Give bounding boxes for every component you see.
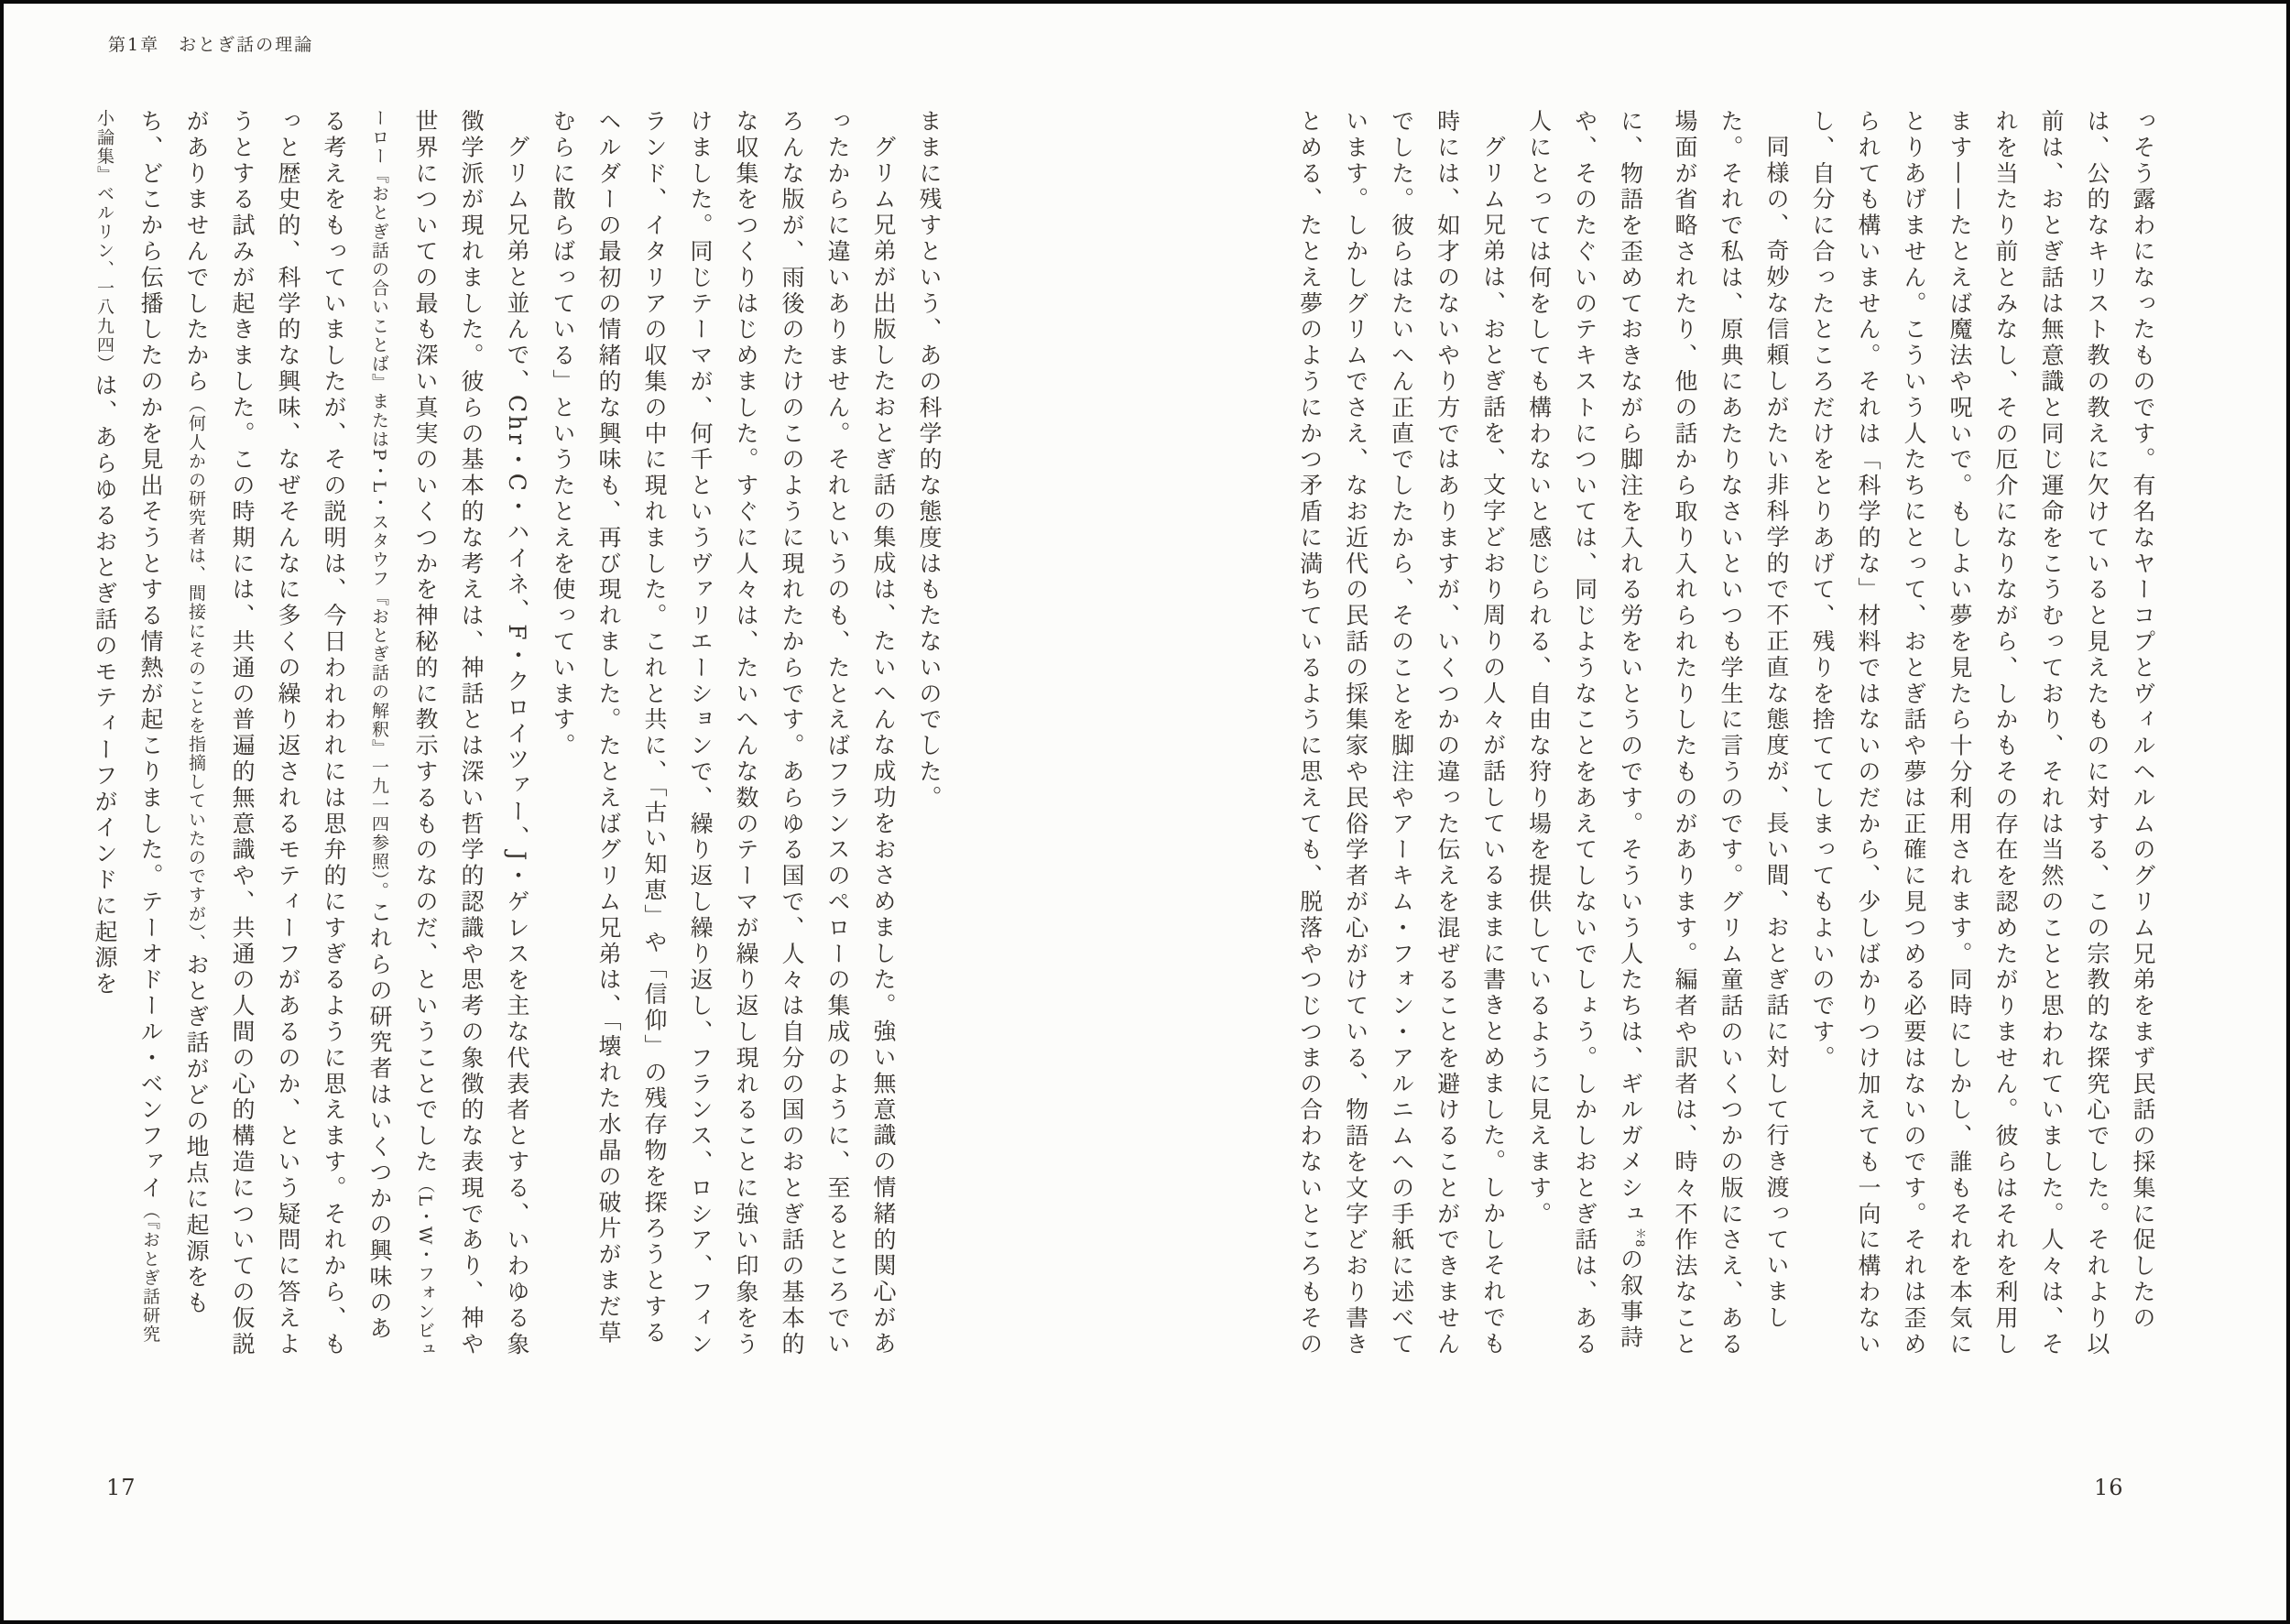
text-run: の叙事詩や、そのたぐいのテキストについては、同じようなことをあえてしないでしょう。しかしおとぎ話は、ある人にとっては何をしても構わないと感じられる、自由な狩り場を提供しているように見えます。 <box>1525 109 1644 1358</box>
page-number-16: 16 <box>2094 1475 2124 1500</box>
paragraph <box>906 109 952 1359</box>
inline-citation: （L・W・フォンビューロー『おとぎ話の合いことば』またはP・L・スタウフ『おとぎ話の解釈』一九一四参照）。 <box>369 109 435 1359</box>
page-number-17: 17 <box>106 1475 136 1500</box>
footnote-marker: ＊8 <box>1632 1227 1646 1248</box>
running-head-chapter-title: 第1章 おとぎ話の理論 <box>108 35 314 55</box>
paragraph <box>1287 109 1516 1359</box>
inline-citation: （何人かの研究者は、間接にそのことを指摘していたのですが）、 <box>186 395 206 953</box>
inline-citation: （『おとぎ話研究小論集』ベルリン、一八九四） <box>94 109 160 1345</box>
text-run: これらの研究者はいくつかの興味のある考えをもっていましたが、その説明は、今日われわれには思弁的にすぎるように思えます。それから、もっと歴史的、科学的な興味、なぜそんなに多くの繰り返されるモティーフがあるのか、という疑問に答えようとする試みが起きました。この時期には、共通の普遍的無意識や、共通の人間の心的構造についての仮説がありませんでしたから <box>183 109 393 1358</box>
text-run: っそう露わになったものです。有名なヤーコプとヴィルヘルムのグリム兄弟をまず民話の採集に促したのは、公的なキリスト教の教えに欠けていると見えたものに対する、この宗教的な探究心でした。それより以前は、おとぎ話は無意識と同じ運命をこうむっており、それは当然のことと思われていました。人々は、それを当たり前とみなし、その厄介になりながら、しかもその存在を認めたがりません。彼らはそれを利用します——たとえば魔法や呪いで。もしよい夢を見たら十分利用されます。同時にしかし、誰もそれを本気にとりあげません。こういう人たちにとって、おとぎ話や夢は正確に見つめる必要はないのです。それは歪められても構いません。それは「科学的な」材料ではないのだから、少しばかりつけ加えても一向に構わないし、自分に合ったところだけをとりあげて、残りを捨ててしまってもよいのです。 <box>1809 109 2156 1358</box>
paragraph <box>1516 109 1799 1359</box>
text-run: おとぎ話がどの地点に起源をもち、どこから伝播したのかを見出そうとする情熱が起こりました。テーオドール・ベンファイ <box>137 109 210 1317</box>
paragraph <box>1799 109 2165 1359</box>
text-run: ままに残すという、あの科学的な態度はもたないのでした。 <box>916 109 943 812</box>
text-run: 同様の、奇妙な信頼しがたい非科学的で不正直な態度が、長い間、おとぎ話に対して行き渡っていました。それで私は、原典にあたりなさいといつも学生に言うのです。グリム童話のいくつかの版にさえ、ある場面が省略されたり、他の話から取り入れられたりしたものがあります。編者や訳者は、時々不作法なことに、物語を歪めておきながら脚注を入れる労をいとうのです。そういう人たちは、ギルガメシュ <box>1617 109 1790 1358</box>
paragraph <box>540 109 906 1359</box>
page-16-text-block <box>1287 109 2165 1359</box>
text-run: グリム兄弟と並んで、Chr・C・ハイネ、F・クロイツァー、J・ゲレスを主な代表者とする、いわゆる象徴学派が現れました。彼らの基本的な考えは、神話とは深い哲学的認識や思考の象徴的な表現であり、神や世界についての最も深い真実のいくつかを神秘的に教示するものなのだ、ということでした <box>412 109 530 1358</box>
paragraph <box>82 109 540 1359</box>
text-run: グリム兄弟が出版したおとぎ話の集成は、たいへんな成功をおさめました。強い無意識の情緒的関心があったからに違いありません。それというのも、たとえばフランスのペローの集成のように、至るところでいろんな版が、雨後のたけのこのように現れたからです。あらゆる国で、人々は自分の国のおとぎ話の基本的な収集をつくりはじめました。すぐに人々は、たいへんな数のテーマが繰り返し現れることに強い印象をうけました。同じテーマが、何千というヴァリエーションで、繰り返し繰り返し、フランス、ロシア、フィンランド、イタリアの収集の中に現れました。これと共に、「古い知恵」や「信仰」の残存物を探ろうとするヘルダーの最初の情緒的な興味も、再び現れました。たとえばグリム兄弟は、「壊れた水晶の破片がまだ草むらに散らばっている」というたとえを使っています。 <box>550 109 897 1358</box>
text-run: は、あらゆるおとぎ話のモティーフがインドに起源を <box>92 373 118 998</box>
text-run: グリム兄弟は、おとぎ話を、文字どおり周りの人々が話しているままに書きとめました。しかしそれでも時には、如才のないやり方ではありますが、いくつかの違った伝えを混ぜることを避けることができませんでした。彼らはたいへん正直でしたから、そのことを脚注やアーキム・フォン・アルニムへの手紙に述べています。しかしグリムでさえ、なお近代の民話の採集家や民俗学者が心がけている、物語を文字どおり書きとめる、たとえ夢のようにかつ矛盾に満ちているように思えても、脱落やつじつまの合わないところもその <box>1296 109 1507 1358</box>
page-17-text-block <box>82 109 952 1359</box>
